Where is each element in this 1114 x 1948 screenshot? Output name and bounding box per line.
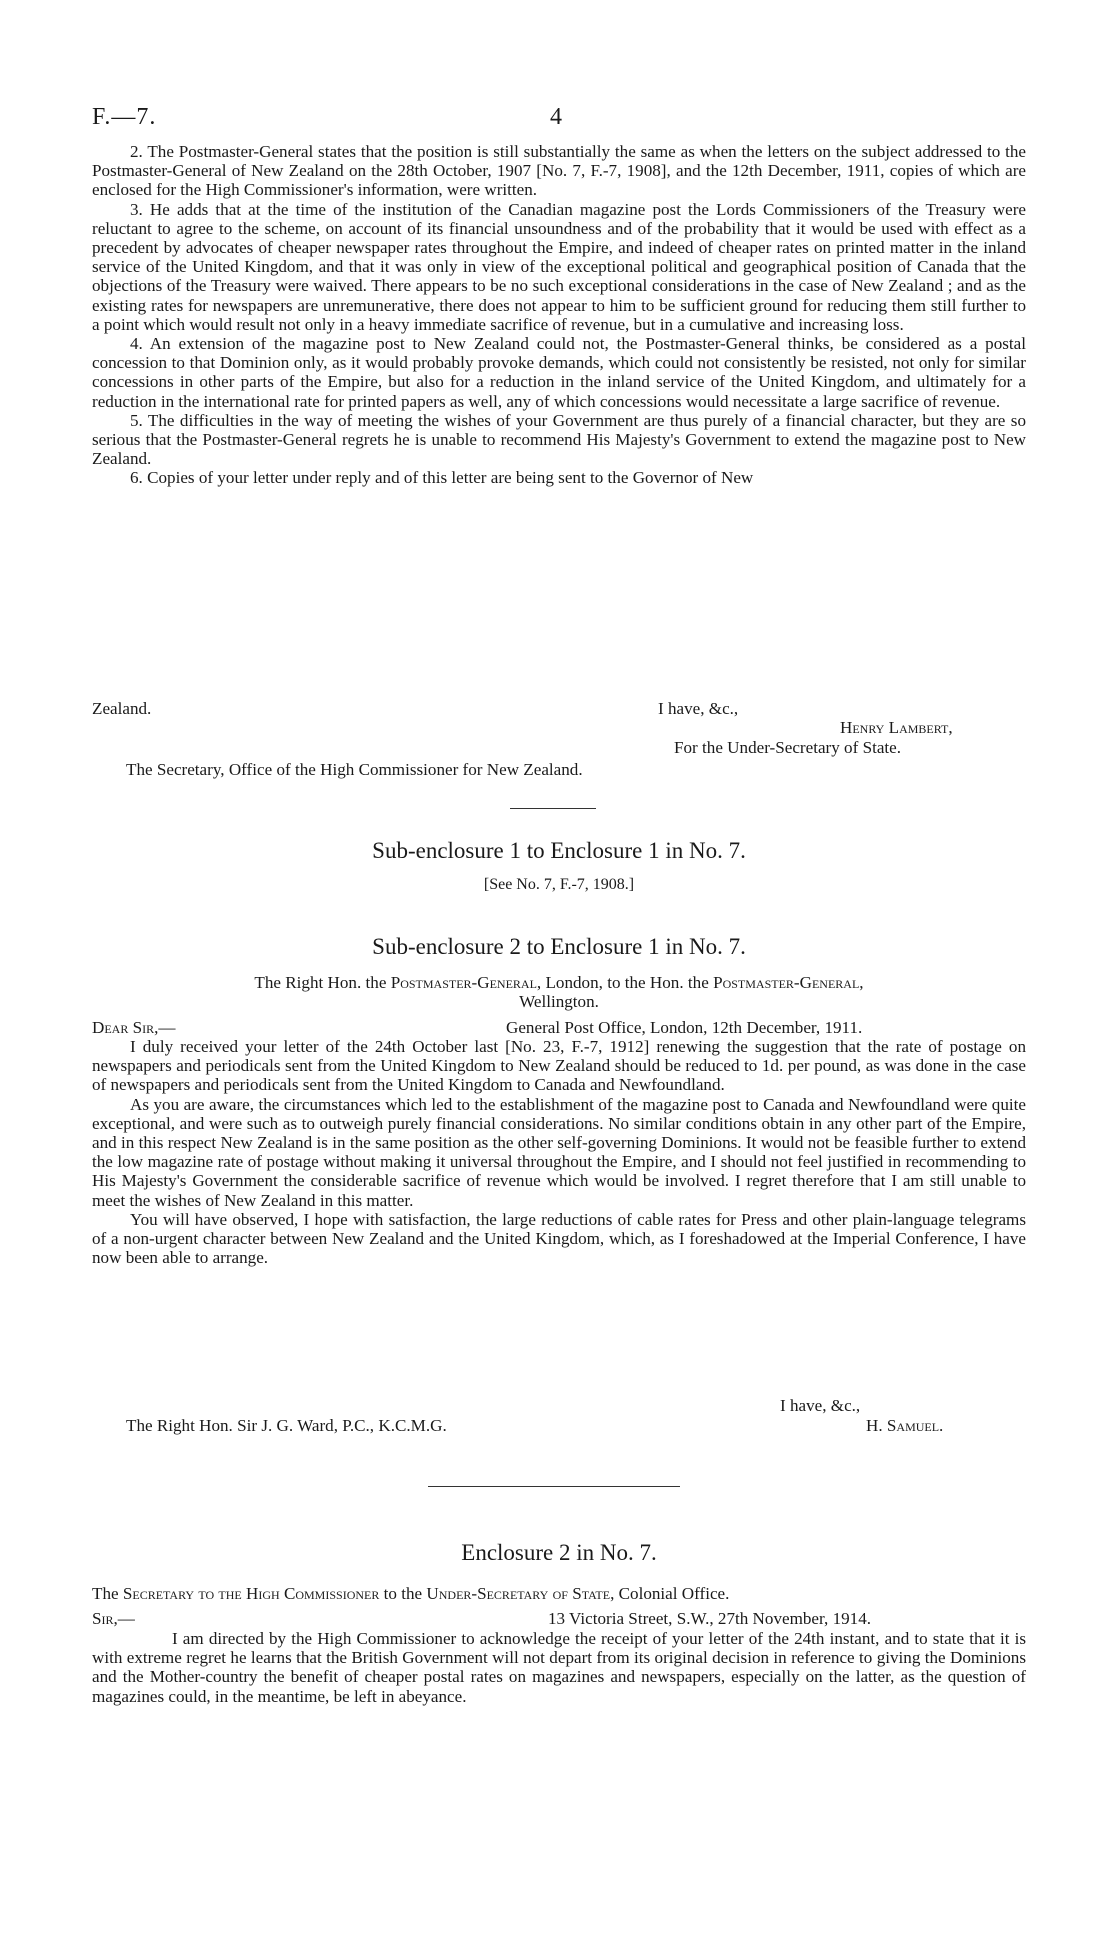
signatory: H. Samuel.: [866, 1416, 944, 1435]
salutation: Sir,—: [92, 1609, 135, 1628]
paragraph-5: 5. The difficulties in the way of meeting the wishes of your Government are thus purely of a financial character, but they are so serious that the Postmaster-General regrets he is unable to recommend His Majesty's Government to extend the magazine post to New Zealand.: [92, 410, 1026, 469]
sub-enclosure-2-heading: Sub-enclosure 2 to Enclosure 1 in No. 7.: [372, 934, 746, 959]
addressee: The Secretary, Office of the High Commissioner for New Zealand.: [126, 760, 583, 779]
sub-enclosure-2-body: [92, 1037, 1026, 1267]
route-sender: Secretary to the High Commissioner: [122, 1584, 380, 1603]
route-text: The Right Hon. the: [254, 973, 387, 992]
route-destination: Wellington.: [519, 992, 599, 1012]
closing: I have, &c.,: [658, 699, 739, 718]
sub-enclosure-2-route: [92, 973, 1026, 1011]
paragraph: You will have observed, I hope with satisfaction, the large reductions of cable rates for Press and other plain-language telegrams of a non-urgent character between New Zealand and the United Kingdom, which, as I foreshadowed at the Imperial Conference, I have now been able to arrange.: [92, 1209, 1026, 1268]
enclosure-2-route: [92, 1584, 1026, 1603]
dateline: General Post Office, London, 12th December, 1911.: [506, 1018, 863, 1037]
route-destination: Colonial Office.: [618, 1584, 730, 1603]
section-divider: [510, 808, 596, 809]
closing: I have, &c.,: [780, 1396, 861, 1415]
route-recipient: Under-Secretary of State,: [426, 1584, 615, 1603]
page-number: 4: [550, 104, 562, 130]
route-recipient: Postmaster-General,: [713, 973, 864, 992]
paragraph-4: 4. An extension of the magazine post to New Zealand could not, the Postmaster-General thinks, be considered as a postal concession to that Dominion only, as it would probably provoke demands, which could not consistently be resisted, not only for similar concessions in other parts of the Empire, but also for a reduction in the inland service of the United Kingdom, and ultimately for a reduction in the international rate for printed papers as well, any of which concessions would necessitate a large sacrifice of revenue.: [92, 334, 1026, 411]
paragraph-2: 2. The Postmaster-General states that the position is still substantially the same as when the letters on the subject addressed to the Postmaster-General of New Zealand on the 28th October, 1907 [No. 7, F.-7, 1908], and the 12th December, 1911, copies of which are enclosed for the High Commissioner's information, were written.: [92, 142, 1026, 200]
section-divider: [428, 1486, 680, 1487]
paragraph: As you are aware, the circumstances which led to the establishment of the magazine post to Canada and Newfoundland were quite exceptional, and were such as to outweigh purely financial considerations. No similar conditions obtain in any other part of the Empire, and in this respect New Zealand is in the same position as the other self-governing Dominions. It would not be feasible further to extend the low magazine rate of postage without making it universal throughout the Empire, and I should not feel justified in recommending to His Majesty's Government the considerable sacrifice of revenue which would be involved. I regret therefore that I am still unable to meet the wishes of New Zealand in this matter.: [92, 1094, 1026, 1210]
route-sender: Postmaster-General,: [390, 973, 542, 992]
paragraph: I duly received your letter of the 24th October last [No. 23, F.-7, 1912] renewing the suggestion that the rate of postage on newspapers and periodicals sent from the United Kingdom to New Zealand should be reduced to 1d. per pound, as was done in the case of newspapers and periodicals sent from the United Kingdom to Canada and Newfoundland.: [92, 1037, 1026, 1095]
route-text: London, to the Hon. the: [545, 973, 709, 992]
dateline: 13 Victoria Street, S.W., 27th November, 1914.: [548, 1609, 872, 1628]
sub-enclosure-1-heading: Sub-enclosure 1 to Enclosure 1 in No. 7.: [372, 838, 746, 863]
paragraph: I am directed by the High Commissioner to acknowledge the receipt of your letter of the 24th instant, and to state that it is with extreme regret he learns that the British Government will not depart from its original decision in reference to giving the Dominions and the Mother-country the benefit of cheaper postal rates on magazines and newspapers, especially on the latter, as the question of magazines could, in the meantime, be left in abeyance.: [92, 1629, 1026, 1706]
route-text: The: [92, 1584, 119, 1603]
paragraph-6: 6. Copies of your letter under reply and of this letter are being sent to the Governor of New: [130, 468, 754, 488]
document-reference: F.—7.: [92, 104, 157, 130]
enclosure-2-heading: Enclosure 2 in No. 7.: [461, 1540, 657, 1565]
route-text: to the: [383, 1584, 423, 1603]
addressee: The Right Hon. Sir J. G. Ward, P.C., K.C.M.G.: [126, 1416, 447, 1435]
signatory: Henry Lambert,: [840, 718, 953, 737]
letter-body: [92, 142, 1026, 488]
paragraph-3: 3. He adds that at the time of the institution of the Canadian magazine post the Lords Commissioners of the Treasury were reluctant to agree to the scheme, on account of its financial unsoundness and of the probability that it would be used with effect as a precedent by advocates of cheaper newspaper rates throughout the Empire, and indeed of cheaper rates on printed matter in the inland service of the United Kingdom, and that it was only in view of the exceptional political and geographical position of Canada that the objections of the Treasury were waived. There appears to be no such exceptional considerations in the case of New Zealand ; and as the existing rates for newspapers are unremunerative, there does not appear to him to be sufficient ground for reducing them still further to a point which would result not only in a heavy immediate sacrifice of revenue, but in a cumulative and increasing loss.: [92, 199, 1026, 334]
sub-enclosure-1-note: [See No. 7, F.-7, 1908.]: [483, 876, 635, 893]
salutation: Dear Sir,—: [92, 1018, 176, 1037]
signatory-title: For the Under-Secretary of State.: [674, 738, 902, 757]
enclosure-2-body: [92, 1629, 1026, 1706]
paragraph-6-end: Zealand.: [92, 699, 152, 718]
